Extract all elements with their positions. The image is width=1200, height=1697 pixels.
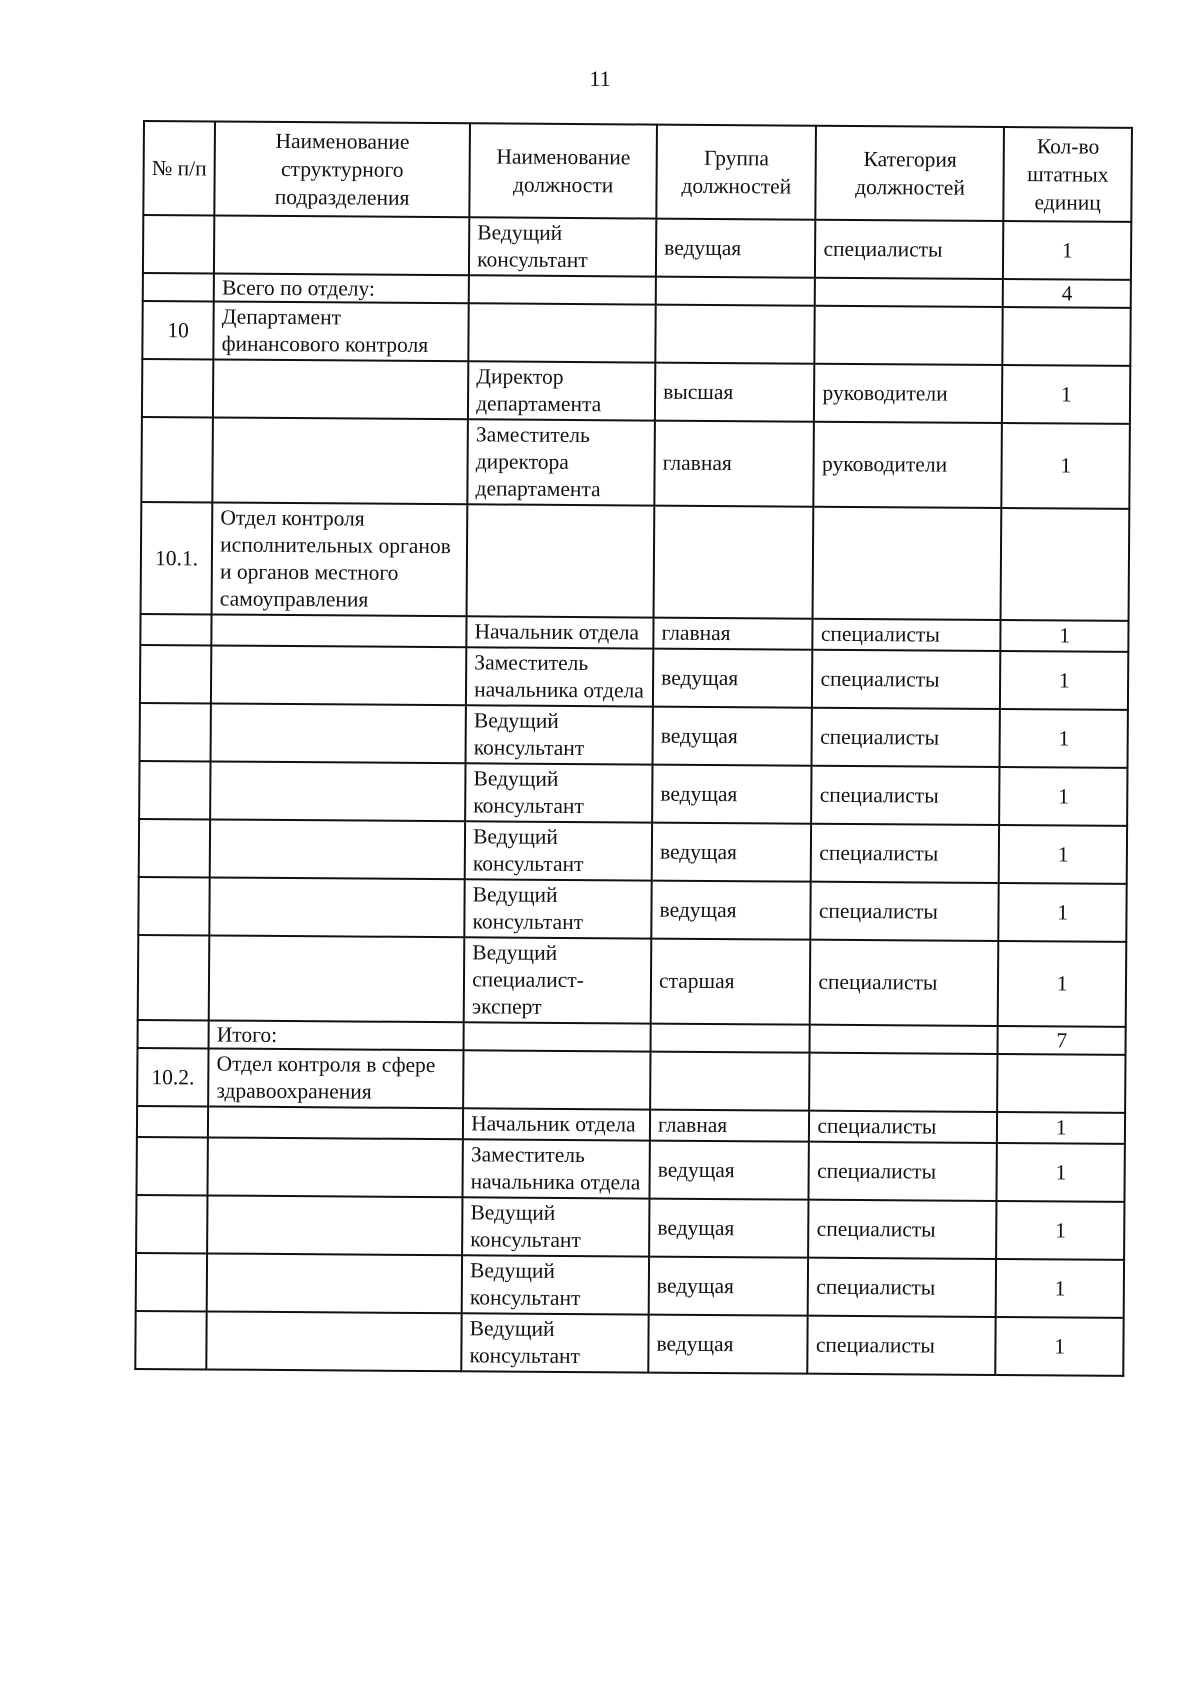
position-cell: Ведущий специалист-эксперт [464,937,652,1023]
position-cell: Заместитель начальника отдела [463,1139,650,1198]
position-cell: Ведущий консультант [461,1313,648,1372]
category-cell: специалисты [812,650,1000,709]
group-cell [650,1052,810,1111]
count-cell: 1 [1000,651,1128,710]
group-cell: главная [653,618,813,650]
num-cell [139,761,211,819]
num-cell [138,1020,209,1048]
num-cell [143,273,214,301]
count-cell: 1 [999,883,1127,942]
num-cell [136,1195,208,1253]
num-cell [140,645,212,703]
header-unit: Наименование структурного подразделения [215,122,471,218]
count-cell: 1 [997,1112,1125,1144]
num-cell [138,877,210,935]
count-cell: 1 [1001,620,1129,652]
group-cell: главная [650,1110,810,1142]
group-cell: ведущая [651,881,811,940]
group-cell: ведущая [652,823,812,882]
category-cell: специалисты [811,882,999,941]
position-cell [469,275,656,304]
category-cell: специалисты [809,1200,997,1259]
position-cell [463,1050,650,1109]
category-cell: специалисты [809,1142,997,1201]
count-cell [1001,508,1129,621]
position-cell: Ведущий консультант [464,879,651,938]
position-cell: Ведущий консультант [469,217,656,276]
position-cell: Ведущий консультант [462,1255,649,1314]
count-cell: 1 [997,1143,1125,1202]
table-row [141,417,1130,509]
header-position: Наименование должности [469,123,657,218]
count-cell: 1 [997,1201,1125,1260]
num-cell [139,819,211,877]
section-number: 10 [142,301,214,359]
position-cell: Ведущий консультант [465,821,652,880]
category-cell: специалисты [808,1316,996,1375]
header-num: № п/п [143,121,215,215]
count-cell [1003,307,1131,366]
position-cell: Заместитель директора департамента [467,419,655,505]
count-cell [998,1054,1126,1113]
table-row [136,1195,1124,1260]
category-cell [813,507,1002,620]
section-title: Отдел контроля в сфере здравоохранения [208,1048,463,1108]
num-cell [140,703,212,761]
category-cell: специалисты [811,824,999,883]
category-cell: специалисты [812,766,1000,825]
category-cell: специалисты [808,1258,996,1317]
section-row [141,502,1130,621]
unit-cell [210,819,465,879]
count-cell: 1 [1002,365,1130,424]
group-cell: ведущая [649,1257,809,1316]
group-cell: ведущая [656,219,816,278]
unit-cell [208,1106,463,1139]
table-row [140,703,1128,768]
unit-cell [209,935,465,1022]
group-cell: ведущая [653,707,813,766]
total-count: 4 [1003,279,1131,308]
unit-cell [210,761,465,821]
table-row [139,819,1127,884]
table-row [136,1137,1124,1202]
group-cell [651,1024,811,1053]
category-cell [815,278,1003,307]
section-number: 10.2. [137,1048,209,1106]
table-row [138,877,1126,942]
staff-table [134,120,1133,1377]
total-label: Всего по отделу: [214,274,469,304]
section-title: Департамент финансового контроля [214,301,469,361]
count-cell: 1 [996,1317,1124,1376]
header-count: Кол-во штатных единиц [1004,127,1132,222]
group-cell: старшая [651,939,811,1025]
table-row [135,1311,1123,1376]
group-cell [654,506,814,619]
count-cell: 1 [1000,767,1128,826]
unit-cell [212,614,467,647]
section-title: Отдел контроля исполнительных органов и органов местного самоуправления [212,502,468,616]
unit-cell [209,877,464,937]
num-cell [141,417,213,502]
category-cell: специалисты [812,708,1000,767]
position-cell: Ведущий консультант [462,1197,649,1256]
unit-cell [211,645,466,705]
count-cell: 1 [1002,423,1130,509]
category-cell [815,306,1003,365]
position-cell: Начальник отдела [463,1108,650,1140]
page-number: 11 [589,66,611,91]
unit-cell [214,216,469,276]
table-header-row [143,121,1132,222]
num-cell [136,1253,208,1311]
count-cell: 1 [999,825,1127,884]
position-cell: Ведущий консультант [465,763,652,822]
category-cell: руководители [814,422,1003,508]
category-cell: специалисты [813,619,1001,651]
unit-cell [207,1253,462,1313]
table-body [135,215,1131,1376]
position-cell [464,1022,651,1051]
category-cell: руководители [814,364,1002,423]
position-cell: Заместитель начальника отдела [466,647,653,706]
num-cell [137,1106,208,1137]
category-cell: специалисты [809,1111,997,1143]
table-row [142,359,1130,424]
table-row [139,761,1127,826]
category-cell [810,1053,998,1112]
count-cell: 1 [1000,709,1128,768]
total-label: Итого: [209,1020,464,1050]
header-category: Категория должностей [816,126,1005,221]
group-cell: ведущая [653,649,813,708]
section-row [137,1048,1125,1113]
position-cell: Директор департамента [468,361,655,420]
unit-cell [208,1137,463,1197]
count-cell: 1 [996,1259,1124,1318]
table-row [138,935,1127,1027]
group-cell: ведущая [648,1315,808,1374]
count-cell: 1 [1003,221,1131,280]
num-cell [135,1311,207,1369]
group-cell [655,305,815,364]
section-number: 10.1. [141,502,213,614]
category-cell [810,1025,998,1054]
group-cell [656,277,816,306]
category-cell: специалисты [815,220,1003,279]
category-cell: специалисты [810,940,999,1026]
num-cell [140,614,211,645]
group-cell: ведущая [652,765,812,824]
unit-cell [213,359,468,419]
position-cell: Начальник отдела [466,616,653,648]
section-row [142,301,1130,366]
group-cell: главная [654,421,814,507]
count-cell: 1 [998,941,1126,1027]
table-row [136,1253,1124,1318]
group-cell: ведущая [649,1199,809,1258]
num-cell [136,1137,208,1195]
num-cell [143,215,215,273]
total-count: 7 [998,1026,1126,1055]
unit-cell [213,417,469,504]
num-cell [142,359,214,417]
table-row [143,215,1131,280]
num-cell [138,935,210,1020]
group-cell: высшая [655,363,815,422]
unit-cell [206,1311,461,1371]
position-cell: Ведущий консультант [466,705,653,764]
position-cell [467,504,655,617]
unit-cell [207,1195,462,1255]
header-group: Группа должностей [656,125,816,220]
unit-cell [211,703,466,763]
position-cell [468,303,655,362]
table-row [140,645,1128,710]
group-cell: ведущая [650,1141,810,1200]
